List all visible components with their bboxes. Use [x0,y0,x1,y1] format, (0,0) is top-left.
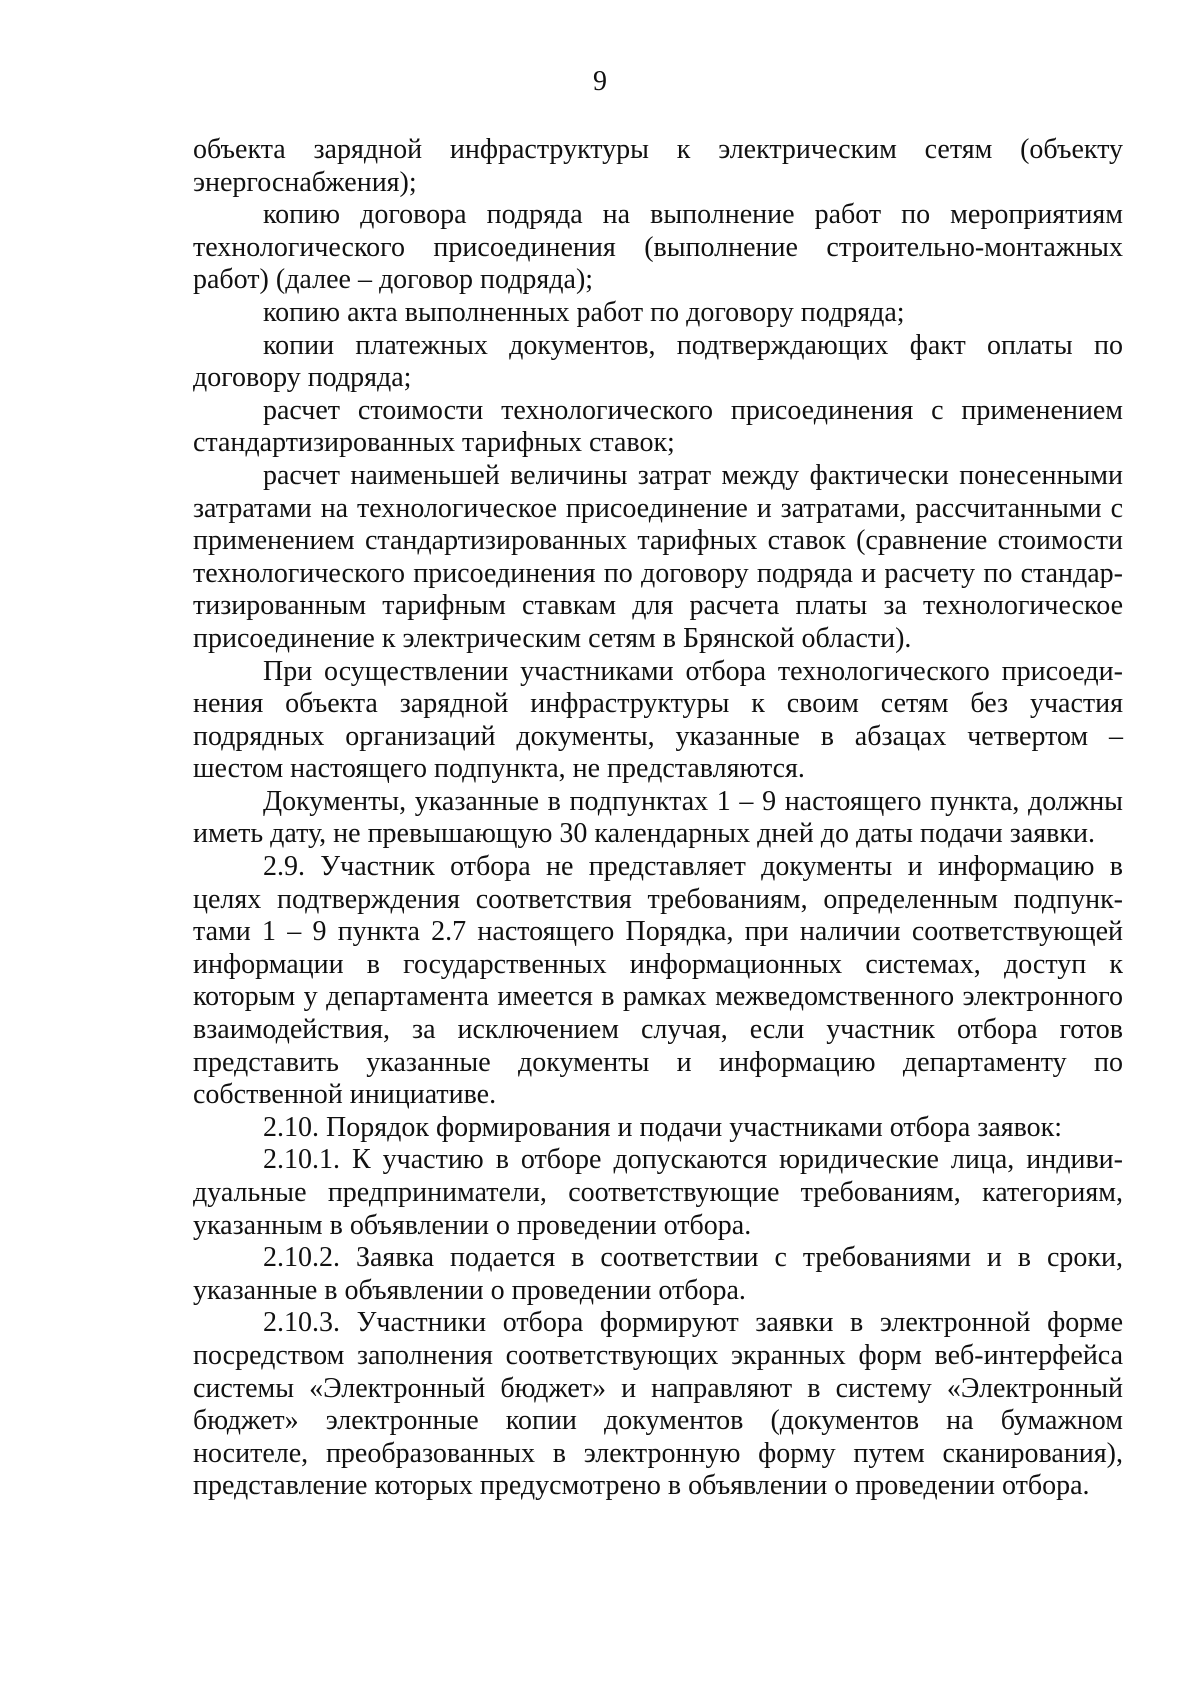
paragraph-document-date: Документы, указанные в подпунктах 1 – 9 настоящего пункта, должны иметь дату, не превышающую 30 календарных дней до даты подачи заявки. [193,785,1123,850]
paragraph-2-10: 2.10. Порядок формирования и подачи участниками отбора заявок: [263,1111,1063,1143]
paragraph-work-act-copy: копию акта выполненных работ по договору подряда; [263,296,905,328]
paragraph-own-networks: При осуществлении участниками отбора технологического присоединения объекта зарядной инфраструктуры к своим сетям без участия подрядных организаций документы, указанные в абзацах четвертом – шестом настоящего подпункта, не представляются. [193,655,1123,785]
paragraph-2-10-1: 2.10.1. К участию в отборе допускаются юридические лица, индивидуальные предприниматели, соответствующие требованиям, категориям, указанным в объявлении о проведении отбора. [193,1144,1123,1241]
page-number: 9 [593,66,607,97]
paragraph-minimum-cost-calculation: расчет наименьшей величины затрат между фактически понесенными затратами на технологическое присоединение и затратами, рассчитанными с применением стандартизированных тарифных ставок (сравнение стоимости технологического присоединения по договору подряда и расчету по стандартизированным тарифным ставкам для расчета платы за технологическое присоединение к электрическим сетям в Брянской области). [193,459,1123,654]
paragraph-2-10-2: 2.10.2. Заявка подается в соответствии с требованиями и в сроки, указанные в объявлении о проведении отбора. [193,1242,1123,1306]
paragraph-2-9: 2.9. Участник отбора не представляет документы и информацию в целях подтверждения соответствия требованиям, определенным подпунктами 1 – 9 пункта 2.7 настоящего Порядка, при наличии соответствующей информации в государственных информационных системах, доступ к которым у департамента имеется в рамках межведомственного электронного взаимодействия, за исключением случая, если участник отбора готов представить указанные документы и информацию департаменту по собственной инициативе. [193,851,1123,1111]
document-body [193,134,1123,1503]
paragraph-cost-calculation: расчет стоимости технологического присоединения с применением стандартизированных тарифных ставок; [193,394,1123,459]
paragraph-2-10-3: 2.10.3. Участники отбора формируют заявки в электронной форме посредством заполнения соответствующих экранных форм веб-интерфейса системы «Электронный бюджет» и направляют в систему «Электронный бюджет» электронные копии документов (документов на бумажном носителе, преобразованных в электронную форму путем сканирования), представление которых предусмотрено в объявлении о проведении отбора. [193,1307,1123,1502]
paragraph-contract-copy: копию договора подряда на выполнение работ по мероприятиям технологического присоединения (выполнение строительно-монтажных работ) (далее – договор подряда); [193,199,1123,296]
paragraph-payment-documents: копии платежных документов, подтверждающих факт оплаты по договору подряда; [193,329,1123,394]
paragraph-continuation: объекта зарядной инфраструктуры к электрическим сетям (объекту энергоснабжения); [193,134,1123,198]
